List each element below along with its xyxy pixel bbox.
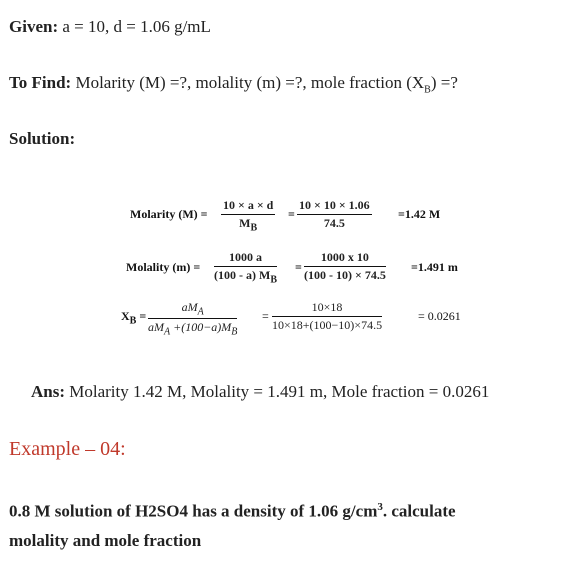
to-find-line: [9, 73, 458, 95]
problem-line-2: molality and mole fraction: [9, 531, 202, 550]
eq1-den2: 74.5: [323, 216, 345, 230]
eq3-num1: $aM_A$: [148, 300, 237, 319]
given-line: [9, 17, 211, 37]
eq3-den2: 10×18+(100−10)×74.5: [272, 318, 383, 332]
eq1-fraction-2: [297, 198, 372, 231]
solution-label: Solution:: [9, 129, 76, 148]
eq3-equals: =: [262, 309, 269, 323]
eq2-fraction-2: [304, 250, 386, 283]
to-find-label: To Find:: [9, 73, 72, 92]
eq3-result: = 0.0261: [418, 309, 461, 323]
answer-label: Ans:: [31, 382, 66, 401]
to-find-text-after: ) =?: [430, 73, 458, 92]
eq1-den1: $M_B$: [239, 216, 258, 234]
eq3-lhs: $X_B$ =: [121, 309, 147, 327]
eq1-lhs: Molarity (M) =: [130, 207, 208, 221]
to-find-sub: B: [424, 84, 431, 96]
eq2-num1: 1000 a: [214, 250, 277, 267]
given-label: Given:: [9, 17, 59, 36]
eq1-fraction-1: [221, 198, 275, 233]
problem-line-1: 0.8 M solution of H2SO4 has a density of 1.06 $g/cm^3$. calculate: [9, 501, 456, 521]
eq1-num1: 10 × a × d: [221, 198, 275, 215]
eq2-equals: =: [295, 260, 302, 274]
eq2-fraction-1: [214, 250, 277, 285]
eq1-result: =1.42 M: [398, 207, 441, 221]
problem-superscript: 3: [377, 501, 383, 513]
eq2-den2: (100 - 10) × 74.5: [304, 268, 386, 282]
answer-text: Molarity 1.42 M, Molality = 1.491 m, Mole fraction = 0.0261: [65, 382, 490, 401]
eq2-den1: (100 - a) $M_B$: [214, 268, 277, 286]
eq3-fraction-1: [148, 300, 237, 338]
eq3-den1: $aM_A +(100-a)M_B$: [148, 320, 238, 338]
to-find-text: Molarity (M) =?, molality (m) =?, mole fraction (X: [71, 73, 425, 92]
answer-line: [31, 382, 489, 402]
eq3-num2: 10×18: [272, 300, 382, 317]
eq3-fraction-2: [272, 300, 382, 333]
given-text: a = 10, d = 1.06 g/mL: [58, 17, 211, 36]
example-heading: Example – 04:: [9, 438, 126, 460]
eq1-num2: 10 × 10 × 1.06: [297, 198, 372, 215]
eq2-result: =1.491 m: [411, 260, 458, 274]
eq2-num2: 1000 x 10: [304, 250, 386, 267]
eq2-lhs: Molality (m) =: [126, 260, 201, 274]
eq1-equals: =: [288, 207, 295, 221]
